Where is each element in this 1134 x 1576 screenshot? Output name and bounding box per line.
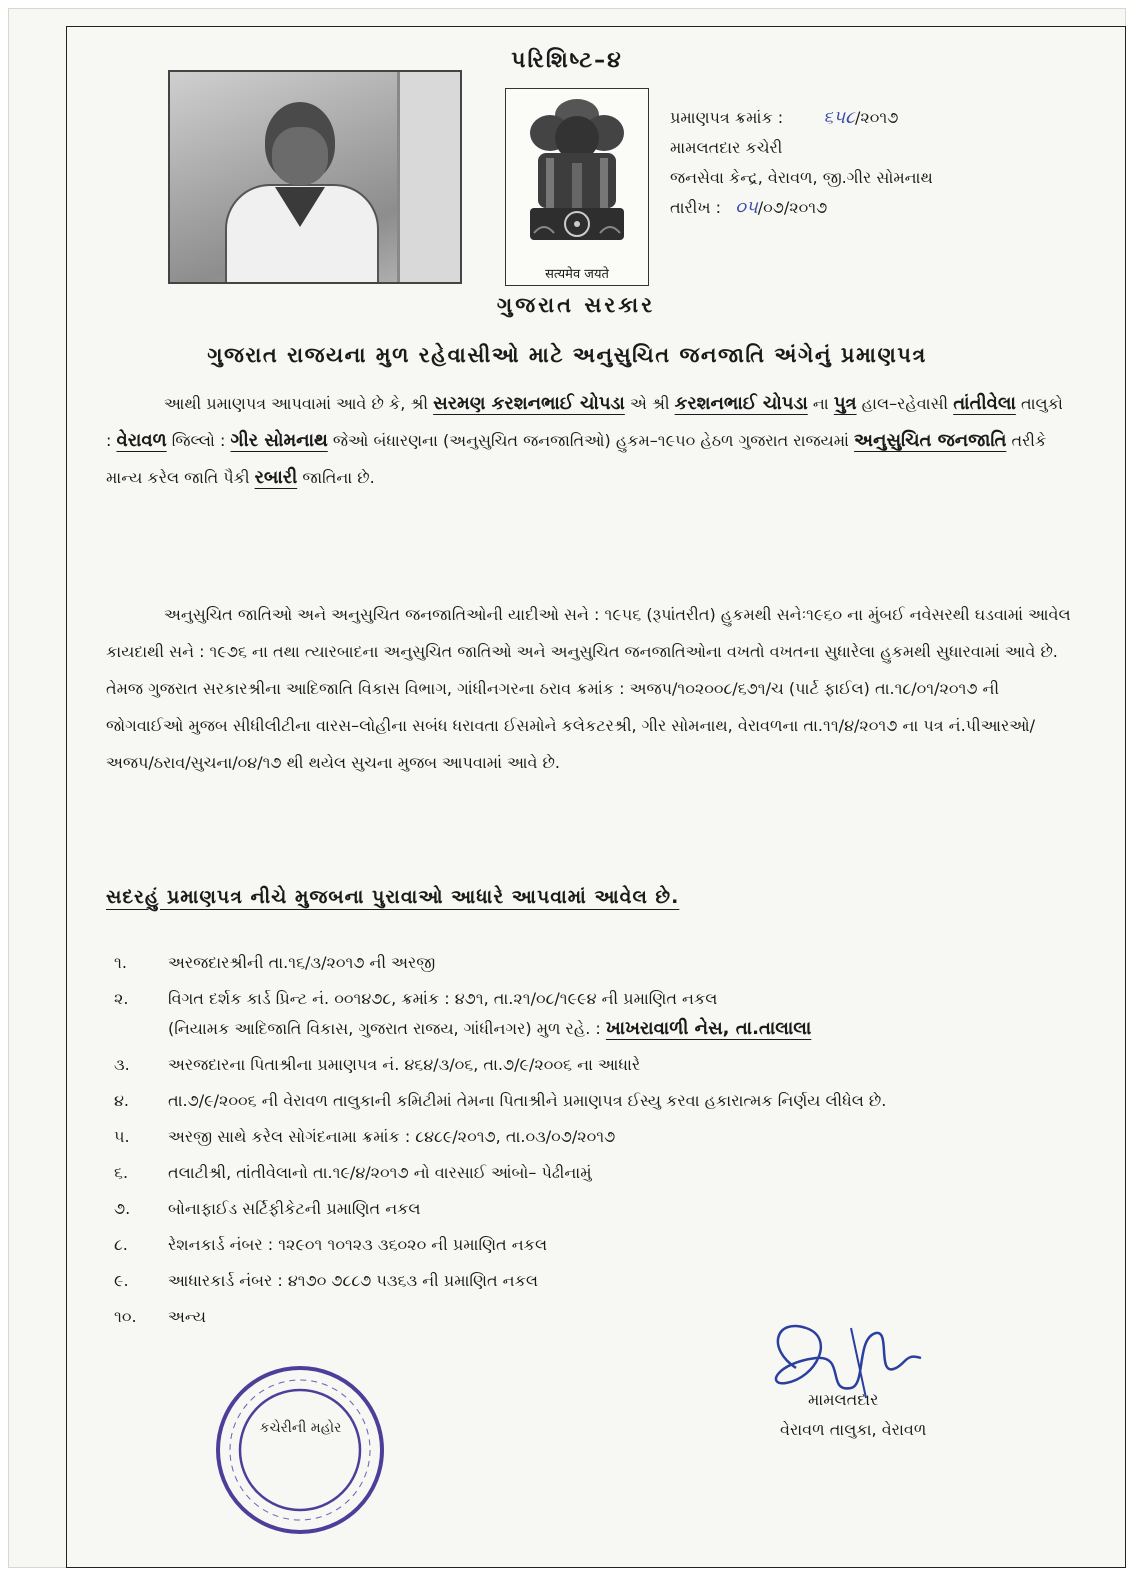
cert-no-value: ૬૫૮: [823, 107, 855, 128]
date-value: ૦૫: [735, 197, 758, 218]
list-item: [106, 1266, 1071, 1296]
list-item: [106, 1086, 1071, 1116]
declaration-paragraph: [106, 385, 1071, 496]
list-item: [106, 1158, 1071, 1188]
item-text: અરજી સાથે કરેલ સોગંદનામા ક્રમાંક : ૮૪૮૯/૨૦૧૭, તા.૦૩/૦૭/૨૦૧૭: [168, 1127, 616, 1146]
item-number: ૧.: [114, 953, 127, 972]
evidence-heading: સદરહું પ્રમાણપત્ર નીચે મુજબના પુરાવાઓ આધારે આપવામાં આવેલ છે.: [106, 886, 680, 908]
text-segment: જાતિના છે.: [302, 468, 375, 487]
cert-no-year: /૨૦૧૭: [854, 108, 899, 127]
item-text: અરજદારશ્રીની તા.૧૬/૩/૨૦૧૭ ની અરજી: [168, 953, 436, 972]
list-item: [106, 1122, 1071, 1152]
evidence-list: [106, 948, 1071, 1338]
item-text: (નિયામક આદિજાતિ વિકાસ, ગુજરાત રાજય, ગાંધીનગર) મુળ રહે. :: [168, 1019, 601, 1038]
village-name: તાંતીવેલા: [953, 393, 1016, 414]
emblem-motto: सत्यमेव जयते: [545, 267, 609, 282]
text-segment: તાલુકો :: [106, 394, 1063, 450]
seal-center-text: કચેરીની મહોર: [259, 1420, 342, 1436]
item-text: બોનાફાઈડ સર્ટિફીકેટની પ્રમાણિત નકલ: [168, 1199, 421, 1218]
district-name: ગીર સોમનાથ: [230, 430, 328, 451]
date-label: તારીખ :: [670, 198, 722, 217]
caste-name: રબારી: [254, 467, 298, 488]
list-item: [106, 948, 1071, 978]
list-item: [106, 1050, 1071, 1080]
text-segment: જિલ્લો :: [171, 431, 226, 450]
national-emblem: [505, 88, 649, 286]
applicant-name: સરમણ કરશનભાઈ ચોપડા: [433, 393, 625, 414]
item-number: ૫.: [114, 1127, 130, 1146]
item-number: ૯.: [114, 1271, 129, 1290]
signatory-place: વેરાવળ તાલુકા, વેરાવળ: [780, 1420, 927, 1439]
item-text: અન્ય: [168, 1307, 207, 1326]
text-segment: જેઓ બંધારણના (અનુસુચિત જનજાતિઓ) હુકમ–૧૯૫૦ હેઠળ ગુજરાત રાજયમાં: [332, 431, 849, 450]
relation: પુત્ર: [833, 393, 857, 414]
item-number: ૮.: [114, 1235, 128, 1254]
item-number: ૭.: [114, 1199, 131, 1218]
item-text: તા.૭/૯/૨૦૦૬ ની વેરાવળ તાલુકાની કમિટીમાં તેમના પિતાશ્રીને પ્રમાણપત્ર ઈસ્યુ કરવા હકારાત્મક નિર્ણય લીધેલ છે.: [168, 1091, 887, 1110]
signatory-title: મામલતદાર: [808, 1390, 879, 1409]
certificate-page: [8, 8, 1126, 1568]
list-item: [106, 1194, 1071, 1224]
text-segment: તરીકે માન્ય કરેલ જાતિ પૈકી: [106, 431, 1047, 487]
item-text: આધારકાર્ડ નંબર : ૪૧૭૦ ૭૮૮૭ ૫૩૬૩ ની પ્રમાણિત નકલ: [168, 1271, 538, 1290]
father-name: કરશનભાઈ ચોપડા: [674, 393, 808, 414]
office-seal-icon: [213, 1363, 388, 1538]
annexure-heading: પરિશિષ્ટ–૪: [511, 48, 623, 73]
category-name: અનુસુચિત જનજાતિ: [854, 430, 1007, 451]
cert-no-label: પ્રમાણપત્ર ક્રમાંક :: [670, 108, 784, 127]
taluka-name: વેરાવળ: [116, 430, 167, 451]
item-text: વિગત દર્શક કાર્ડ પ્રિન્ટ નં. ૦૦૧૪૭૮, ક્રમાંક : ૪૭૧, તા.૨૧/૦૮/૧૯૯૪ ની પ્રમાણિત નકલ: [168, 989, 718, 1008]
item-number: ૧૦.: [114, 1307, 137, 1326]
item-number: ૨.: [114, 989, 129, 1008]
item-number: ૬.: [114, 1163, 129, 1182]
legal-paragraph: અનુસુચિત જાતિઓ અને અનુસુચિત જનજાતિઓની યાદીઓ સને : ૧૯૫૬ (રૂપાંતરીત) હુકમથી સનેઃ૧૯૬૦ ના મુંબઈ નવેસરથી ઘડવામાં આવેલ કાયદાથી સને : ૧૯૭૬ ના તથા ત્યારબાદના અનુસુચિત જાતિઓ અને અનુસુચિત જનજાતિઓના વખતો વખતના સુધારેલા હુકમથી સુધારવામાં આવે છે. તેમજ ગુજરાત સરકારશ્રીના આદિજાતિ વિકાસ વિભાગ, ગાંધીનગરના ઠરાવ ક્રમાંક : અજપ/૧૦૨૦૦૮/૬૭૧/ચ (પાર્ટ ફાઈલ) તા.૧૮/૦૧/૨૦૧૭ ની જોગવાઈઓ મુજબ સીધીલીટીના વારસ–લોહીના સબંધ ધરાવતા ઈસમોને કલેકટરશ્રી, ગીર સોમનાથ, વેરાવળના તા.૧૧/૪/૨૦૧૭ ના પત્ર નં.પીઆરઓ/અજપ/ઠરાવ/સુચના/૦૪/૧૭ થી થયેલ સુચના મુજબ આપવામાં આવે છે.: [106, 605, 1071, 772]
list-item: [106, 984, 1071, 1044]
date-rest: /૦૭/૨૦૧૭: [757, 198, 828, 217]
text-segment: એ શ્રી: [629, 394, 670, 413]
text-segment: ના: [812, 394, 829, 413]
applicant-photo: [168, 70, 462, 284]
item-text: રેશનકાર્ડ નંબર : ૧૨૯૦૧ ૧૦૧૨૩ ૩૬૦૨૦ ની પ્રમાણિત નકલ: [168, 1235, 548, 1254]
office-name: મામલતદાર કચેરી: [670, 138, 783, 157]
item-number: ૪.: [114, 1091, 130, 1110]
certificate-title: ગુજરાત રાજયના મુળ રહેવાસીઓ માટે અનુસુચિત જનજાતિ અંગેનું પ્રમાણપત્ર: [207, 343, 927, 367]
centre-name: જનસેવા કેન્દ્ર, વેરાવળ, જી.ગીર સોમનાથ: [670, 168, 933, 187]
item-text: અરજદારના પિતાશ્રીના પ્રમાણપત્ર નં. ૪૬૪/૩/૦૬, તા.૭/૯/૨૦૦૬ ના આધારે: [168, 1055, 641, 1074]
certificate-meta: [670, 103, 933, 223]
item-text: તલાટીશ્રી, તાંતીવેલાનો તા.૧૯/૪/૨૦૧૭ નો વારસાઈ આંબો– પેઢીનામું: [168, 1163, 592, 1182]
text-segment: હાલ–રહેવાસી: [861, 394, 949, 413]
text-segment: આથી પ્રમાણપત્ર આપવામાં આવે છે કે, શ્રી: [164, 394, 429, 413]
item-number: ૩.: [114, 1055, 130, 1074]
list-item: [106, 1230, 1071, 1260]
government-label: ગુજરાત સરકાર: [496, 293, 656, 317]
lion-capital-icon: [516, 93, 638, 258]
native-place: ખાખરાવાળી નેસ, તા.તાલાલા: [605, 1018, 812, 1039]
